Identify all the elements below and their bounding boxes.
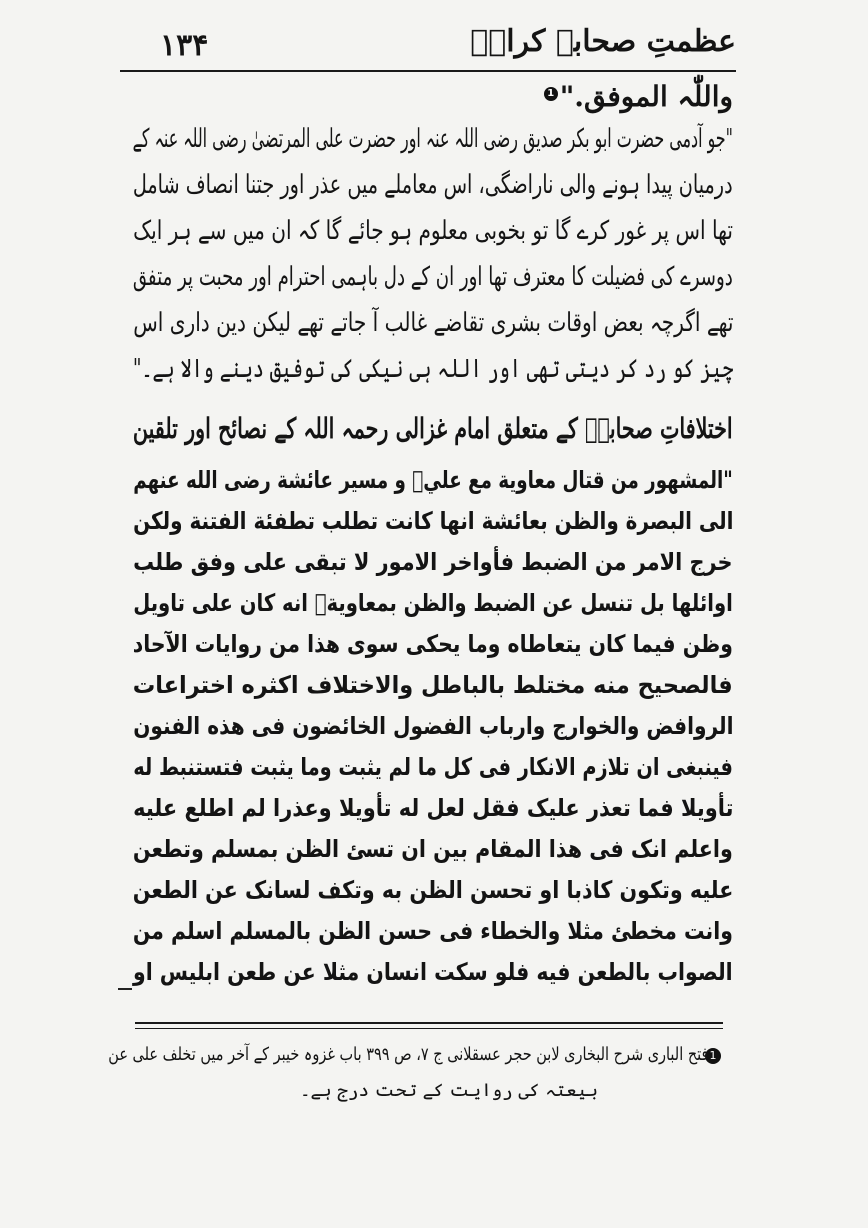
arabic-quote-line: فالصحيح منه مختلط بالباطل والاختلاف اكثره اختراعات	[132, 671, 733, 699]
urdu-quote-line: تھا اس پر غور کرے گا تو بخوبی معلوم ہو جائے گا کہ ان میں سے ہر ایک	[133, 216, 733, 246]
footnote-separator-thin	[135, 1028, 723, 1029]
footnote-marker: 1	[705, 1048, 721, 1064]
arabic-quote-line: الروافض والخوارج وارباب الفضول الخائضون فی هذه الفنون	[132, 712, 733, 740]
urdu-quote-line: تھے اگرچہ بعض اوقات بشری تقاضے غالب آ جاتے تھے لیکن دین داری اس	[132, 308, 733, 338]
arabic-quote-line: وانت مخطئ مثلا والخطاء فی حسن الظن بالمسلم اسلم من	[132, 917, 733, 945]
urdu-quote-line: درمیان پیدا ہونے والی ناراضگی، اس معاملے میں عذر اور جتنا انصاف شامل	[133, 170, 733, 200]
arabic-quote-line: الی البصرة والظن بعائشة انها كانت تطلب تطفئة الفتنة ولكن	[132, 507, 733, 535]
footnote-separator	[135, 1022, 723, 1024]
arabic-quote-line: وظن فيما كان يتعاطاه وما يحكی سوی هذا من روايات الآحاد	[132, 630, 733, 658]
arabic-quote-line: فينبغی ان تلازم الانكار فی كل ما لم يثبت وما يثبت فتستنبط له	[133, 753, 733, 781]
footnote-line: بیعتہ کی روایت کے تحت درج ہے۔	[299, 1080, 598, 1101]
page-header	[120, 14, 736, 72]
section-heading: اختلافاتِ صحابہؓ کے متعلق امام غزالی رحمہ اللہ کے نصائح اور تلقین	[133, 412, 733, 445]
arabic-quote-line: خرج الامر من الضبط فأواخر الامور لا تبقی علی وفق طلب	[133, 548, 733, 576]
book-title: عظمتِ صحابہ کرامؓ	[470, 24, 736, 59]
urdu-quote-line: "جو آدمی حضرت ابو بکر صدیق رضی اللہ عنہ اور حضرت علی المرتضیٰ رضی اللہ عنہ کے	[132, 124, 733, 154]
page-number: ۱۳۴	[160, 28, 209, 63]
opening-line-text: واللّٰہ الموفق."	[559, 80, 733, 113]
arabic-quote-line: واعلم انک فی هذا المقام بين ان تسئ الظن بمسلم وتطعن	[133, 835, 733, 863]
arabic-quote-line: تأويلا فما تعذر عليک فقل لعل له تأويلا وعذرا لم اطلع عليه	[132, 794, 733, 822]
arabic-quote-line: عليه وتكون كاذبا او تحسن الظن به وتكف لسانک عن الطعن	[132, 876, 733, 904]
margin-mark	[118, 988, 132, 990]
opening-line	[542, 80, 733, 113]
urdu-quote-line: چیز کو رد کر دیتی تھی اور اللہ ہی نیکی کی توفیق دینے والا ہے۔"	[132, 354, 733, 384]
footnote-line: فتح الباری شرح البخاری لابن حجر عسقلانی ج ۷، ص ۳۹۹ باب غزوہ خیبر کے آخر میں تخلف علی عن	[107, 1044, 708, 1065]
arabic-quote-line: الصواب بالطعن فيه فلو سكت انسان مثلا عن طعن ابليس او	[133, 958, 733, 986]
urdu-quote-line: دوسرے کی فضیلت کا معترف تھا اور ان کے دل باہمی احترام اور محبت پر متفق	[133, 262, 733, 292]
footnote-ref-marker: 1	[544, 87, 558, 101]
arabic-quote-line: اوائلها بل تنسل عن الضبط والظن بمعاويةؓ انه كان علی تاويل	[133, 589, 733, 617]
arabic-quote-line: "المشهور من قتال معاوية مع عليؓ و مسير عائشة رضی الله عنهم	[133, 466, 733, 494]
